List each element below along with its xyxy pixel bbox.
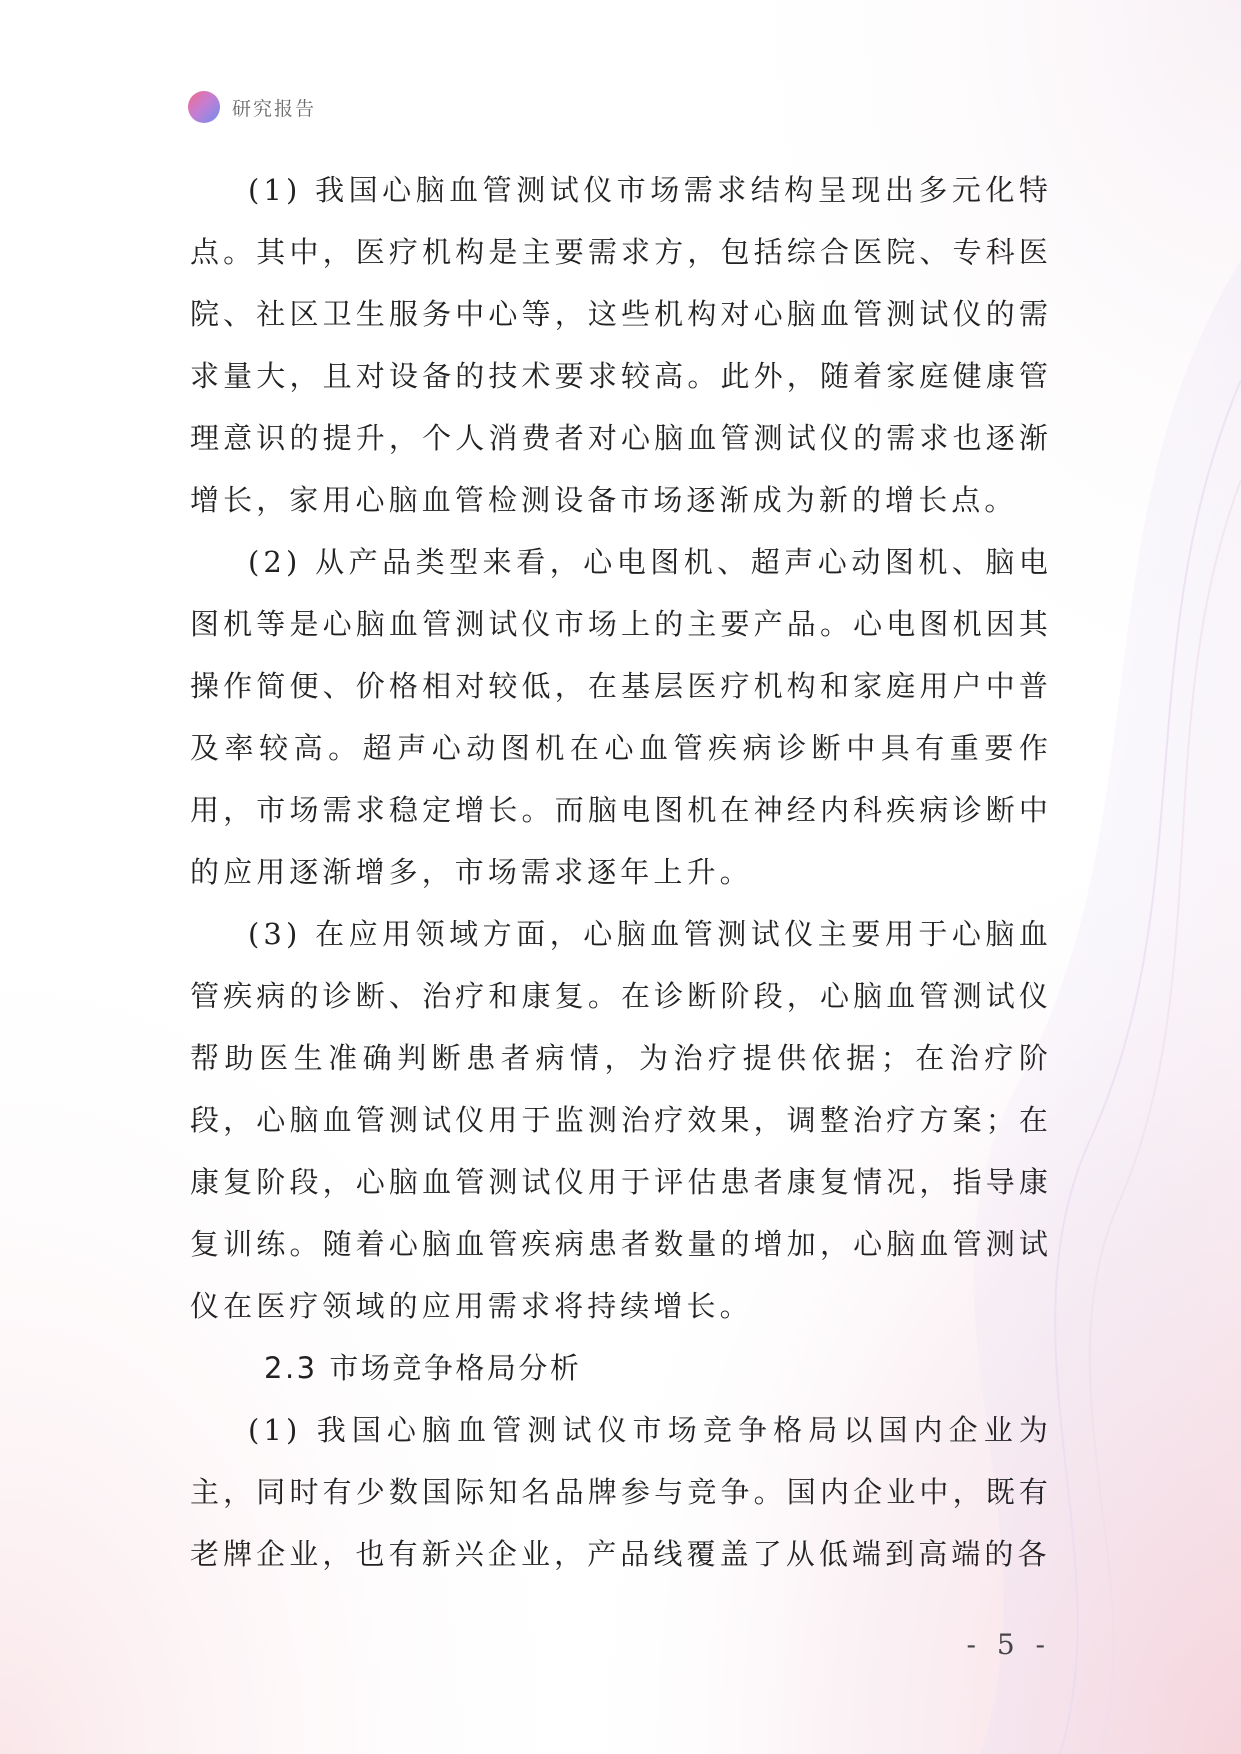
paragraph: (1) 我国心脑血管测试仪市场竞争格局以国内企业为主，同时有少数国际知名品牌参与竞争。国内企业中，既有老牌企业，也有新兴企业，产品线覆盖了从低端到高端的各 [190, 1413, 1052, 1571]
page-number: - 5 - [966, 1628, 1051, 1661]
paragraph: (2) 从产品类型来看，心电图机、超声心动图机、脑电图机等是心脑血管测试仪市场上的主要产品。心电图机因其操作简便、价格相对较低，在基层医疗机构和家庭用户中普及率较高。超声心动图机在心血管疾病诊断中具有重要作用，市场需求稳定增长。而脑电图机在神经内科疾病诊断中的应用逐渐增多，市场需求逐年上升。 [190, 545, 1052, 889]
page-header [188, 90, 316, 124]
paragraph: (3) 在应用领域方面，心脑血管测试仪主要用于心脑血管疾病的诊断、治疗和康复。在诊断阶段，心脑血管测试仪帮助医生准确判断患者病情，为治疗提供依据；在治疗阶段，心脑血管测试仪用于监测治疗效果，调整治疗方案；在康复阶段，心脑血管测试仪用于评估患者康复情况，指导康复训练。随着心脑血管疾病患者数量的增加，心脑血管测试仪在医疗领域的应用需求将持续增长。 [190, 917, 1052, 1323]
logo-circle-icon [188, 91, 220, 123]
header-title: 研究报告 [232, 97, 317, 120]
section-heading: 2.3 市场竞争格局分析 [264, 1351, 582, 1385]
document-body [190, 159, 1052, 1585]
paragraph: (1) 我国心脑血管测试仪市场需求结构呈现出多元化特点。其中，医疗机构是主要需求方，包括综合医院、专科医院、社区卫生服务中心等，这些机构对心脑血管测试仪的需求量大，且对设备的技术要求较高。此外，随着家庭健康管理意识的提升，个人消费者对心脑血管测试仪的需求也逐渐增长，家用心脑血管检测设备市场逐渐成为新的增长点。 [190, 173, 1052, 517]
